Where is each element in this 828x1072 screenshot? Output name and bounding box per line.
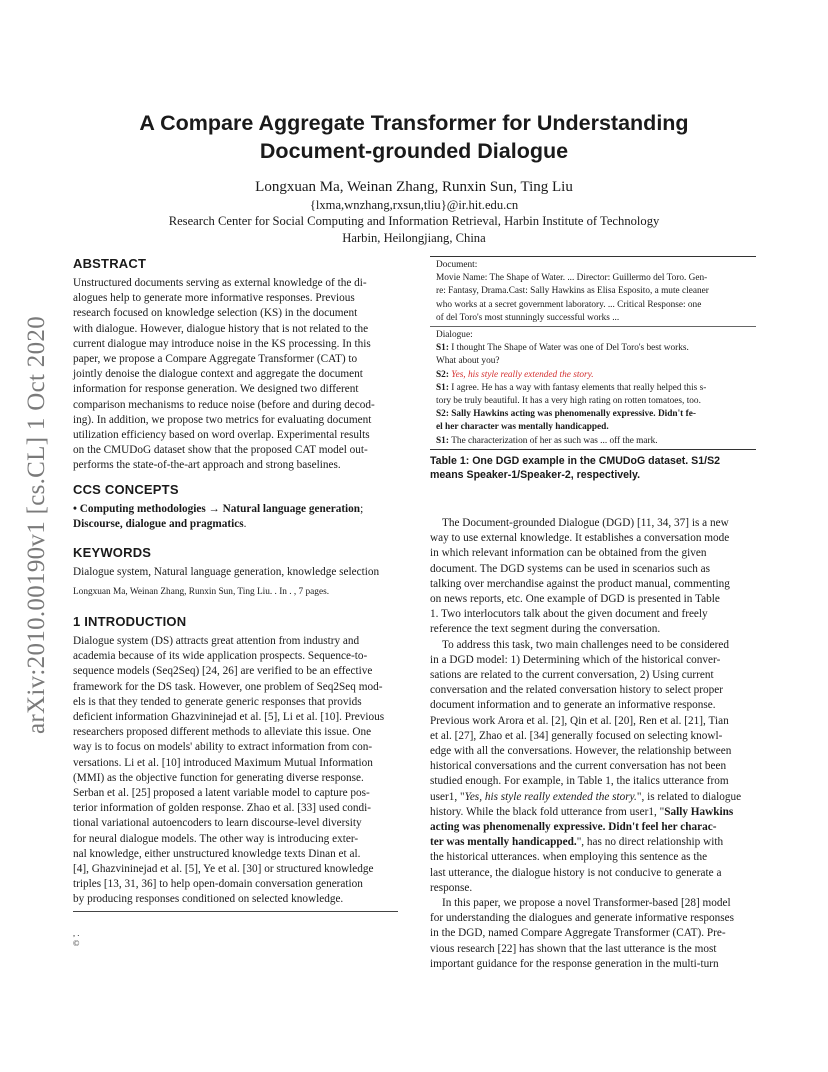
utterance-text: el her character was mentally handicapped. xyxy=(436,422,609,433)
body-line: In this paper, we propose a novel Transformer-based [28] model xyxy=(442,897,731,910)
ccs-line-2: Discourse, dialogue and pragmatics xyxy=(73,518,244,531)
dialogue-label: Dialogue: xyxy=(436,330,473,341)
abstract-heading: ABSTRACT xyxy=(73,256,147,271)
affiliation: Research Center for Social Computing and Information Retrieval, Harbin Institute of Technology xyxy=(168,214,660,228)
body-line: sations are related to the current conversation, 2) Using current xyxy=(430,669,714,682)
intro-line: academia because of its wide application prospects. Sequence-to- xyxy=(73,650,368,663)
dialogue-turn-line xyxy=(436,421,750,434)
intro-line: for neural dialogue models. The other way is introducing exter- xyxy=(73,832,359,845)
copyright-symbol: © xyxy=(73,938,80,948)
body-line: Previous work Arora et al. [2], Qin et al. [20], Ren et al. [21], Tian xyxy=(430,714,729,727)
location: Harbin, Heilongjiang, China xyxy=(342,231,486,245)
abstract-line: jointly denoise the dialogue context and aggregate the document xyxy=(73,368,363,381)
table-dialogue-cell xyxy=(430,327,756,449)
intro-line: framework for the DS task. However, one problem of Seq2Seq mod- xyxy=(73,680,383,693)
table-caption xyxy=(430,454,756,482)
body-line: historical conversations and the current conversation has not been xyxy=(430,760,727,773)
speaker-colon: : xyxy=(445,369,452,380)
ccs-line-1: • Computing methodologies → Natural language generation xyxy=(73,503,361,515)
body-line: last utterance, the dialogue history is not conducive to generate a xyxy=(430,866,722,879)
dialogue-turn-line xyxy=(436,395,750,408)
utterance-text: I agree. He has a way with fantasy elements that really helped this s- xyxy=(451,382,707,393)
ccs-line-2-suffix: . xyxy=(243,518,247,531)
footnote xyxy=(73,928,398,948)
intro-line: [4], Ghazvininejad et al. [5], Ye et al. [30] or structured knowledge xyxy=(73,863,374,876)
abstract-line: paper, we propose a Compare Aggregate Transformer (CAT) to xyxy=(73,353,358,366)
body-line xyxy=(430,790,756,805)
table-1 xyxy=(430,256,756,482)
abstract-line: alogues help to generate more informative responses. Previous xyxy=(73,292,355,305)
document-label: Document: xyxy=(436,260,478,270)
abstract-line: utilization efficiency based on word overlap. Experimental results xyxy=(73,429,370,442)
bold-quote: ter was mentally handicapped. xyxy=(430,836,577,849)
abstract-line: research focused on knowledge selection (KS) in the document xyxy=(73,307,358,320)
ccs-heading: CCS CONCEPTS xyxy=(73,482,179,497)
body-line: the historical utterances. when employing this sentence as the xyxy=(430,851,708,864)
abstract-line: performs the state-of-the-art approach and strong baselines. xyxy=(73,459,341,472)
utterance-text: Yes, his style really extended the story. xyxy=(451,369,594,380)
intro-line: nal knowledge, either unstructured knowledge texts Dinan et al. xyxy=(73,847,361,860)
dialogue-turn-line xyxy=(436,382,750,395)
speaker-colon: : xyxy=(445,382,452,393)
arxiv-id: arXiv:2010.00190v1 [cs.CL] 1 Oct 2020 xyxy=(23,316,50,734)
intro-line: researchers proposed different methods to alleviate this issue. One xyxy=(73,726,372,739)
body-line: conversation and the related conversation history to select proper xyxy=(430,684,724,697)
body-text: history. While the black fold utterance from user1, " xyxy=(430,805,665,818)
keywords-text: Dialogue system, Natural language generation, knowledge selection xyxy=(73,566,380,578)
author-emails: {lxma,wnzhang,rxsun,tliu}@ir.hit.edu.cn xyxy=(309,198,519,212)
dialogue-turn-line xyxy=(436,369,750,382)
body-line: for understanding the dialogues and generate informative responses xyxy=(430,912,734,925)
document-line: Movie Name: The Shape of Water. ... Director: Guillermo del Toro. Gen- xyxy=(436,273,708,284)
intro-line: (MMI) as the objective function for generating diverse response. xyxy=(73,771,364,784)
acm-reference: Longxuan Ma, Weinan Zhang, Runxin Sun, Ting Liu. . In . , 7 pages. xyxy=(73,587,330,597)
paper-title xyxy=(0,109,828,165)
body-line: in a DGD model: 1) Determining which of the historical conver- xyxy=(430,653,721,666)
intro-line: deficient information Ghazvininejad et al. [5], Li et al. [10]. Previous xyxy=(73,711,385,724)
speaker-colon: : xyxy=(445,343,452,354)
dialogue-turn-line xyxy=(436,408,750,421)
speaker-label: S1 xyxy=(436,435,446,446)
body-line: reference the text segment during the conversation. xyxy=(430,623,661,636)
speaker-label: S2 xyxy=(436,369,446,380)
utterance-text: What about you? xyxy=(436,356,500,367)
document-line: who works at a secret government laboratory. ... Critical Response: one xyxy=(436,299,702,310)
document-line: re: Fantasy, Drama.Cast: Sally Hawkins as Elisa Esposito, a mute cleaner xyxy=(436,286,709,297)
document-line: of del Toro's most stunningly successful works ... xyxy=(436,312,620,323)
body-line: in the DGD, named Compare Aggregate Transformer (CAT). Pre- xyxy=(430,927,726,940)
utterance-text: I thought The Shape of Water was one of Del Toro's best works. xyxy=(451,343,689,354)
body-line: document information and to generate an informative response. xyxy=(430,699,716,712)
keywords-heading: KEYWORDS xyxy=(73,545,152,560)
intro-line: terior information of golden response. Zhao et al. [33] used condi- xyxy=(73,802,372,815)
body-text: ", is related to dialogue xyxy=(636,790,742,803)
caption-line-1: Table 1: One DGD example in the CMUDoG dataset. S1/S2 xyxy=(430,454,721,467)
utterance-text: Sally Hawkins acting was phenomenally expressive. Didn't fe- xyxy=(451,409,696,420)
title-line-1: A Compare Aggregate Transformer for Understanding xyxy=(139,111,689,135)
body-line: way to use external knowledge. It establishes a conversation mode xyxy=(430,532,730,545)
body-line: 1. Two interlocutors talk about the given document and freely xyxy=(430,608,708,621)
speaker-label: S1 xyxy=(436,382,446,393)
utterance-text: tory be truly beautiful. It has a very high rating on rotten tomatoes, too. xyxy=(436,396,701,407)
body-line xyxy=(430,835,756,850)
table-bottom-rule xyxy=(430,449,756,450)
body-line: vious research [22] has shown that the last utterance is the most xyxy=(430,942,717,955)
intro-line: Dialogue system (DS) attracts great attention from industry and xyxy=(73,635,360,647)
intro-line: triples [13, 31, 36] to help open-domain conversation generation xyxy=(73,878,363,891)
intro-line: versations. Li et al. [10] introduced Maximum Mutual Information xyxy=(73,756,373,769)
speaker-label: S1 xyxy=(436,343,446,354)
abstract-body xyxy=(73,276,398,474)
footnote-line-1: , . xyxy=(73,928,80,938)
speaker-label: S2 xyxy=(436,409,446,420)
introduction-body xyxy=(73,634,398,908)
title-line-2: Document-grounded Dialogue xyxy=(259,139,569,163)
dialogue-turn-line xyxy=(436,355,750,368)
intro-line: sequence models (Seq2Seq) [24, 26] are verified to be an effective xyxy=(73,665,373,678)
intro-line: els is that they tended to generate generic responses that provids xyxy=(73,695,362,708)
body-text: ", has no direct relationship with xyxy=(576,836,724,849)
body-line: response. xyxy=(430,881,473,894)
footnote-divider xyxy=(73,911,398,912)
body-line: document. The DGD systems can be used in scenarios such as xyxy=(430,562,711,575)
authors: Longxuan Ma, Weinan Zhang, Runxin Sun, Ting Liu xyxy=(255,179,573,195)
body-line: studied enough. For example, in Table 1, the italics utterance from xyxy=(430,775,729,788)
body-line: et al. [27], Zhao et al. [34] generally focused on selecting knowl- xyxy=(430,729,723,742)
bold-quote: Sally Hawkins xyxy=(664,805,734,818)
body-line: The Document-grounded Dialogue (DGD) [11, 34, 37] is a new xyxy=(442,517,729,529)
abstract-line: Unstructured documents serving as external knowledge of the di- xyxy=(73,277,367,289)
speaker-colon: : xyxy=(445,409,452,420)
body-line: important guidance for the response generation in the multi-turn xyxy=(430,957,719,970)
abstract-line: current dialogue may introduce noise in the KS processing. In this xyxy=(73,337,371,350)
introduction-heading: 1 INTRODUCTION xyxy=(73,614,187,629)
body-line-bold: acting was phenomenally expressive. Didn't feel her charac- xyxy=(430,821,717,834)
ccs-line-1-suffix: ; xyxy=(360,503,364,515)
intro-line: tional variational autoencoders to learn discourse-level diversity xyxy=(73,817,362,830)
intro-line: by producing responses conditioned on selected knowledge. xyxy=(73,893,344,906)
intro-line: Serban et al. [25] proposed a latent variable model to capture pos- xyxy=(73,787,370,800)
dialogue-turn-line xyxy=(436,435,750,448)
italic-quote: Yes, his style really extended the story. xyxy=(464,790,637,803)
body-line: talking over merchandise against the product manual, commenting xyxy=(430,577,730,590)
dialogue-turn-line xyxy=(436,342,750,355)
utterance-text: The characterization of her as such was ... off the mark. xyxy=(451,435,658,446)
abstract-line: on the CMUDoG dataset show that the proposed CAT model out- xyxy=(73,444,368,457)
abstract-line: comparison mechanisms to reduce noise (before and during decod- xyxy=(73,398,375,411)
table-document-cell xyxy=(430,257,756,326)
body-line xyxy=(430,805,756,820)
speaker-colon: : xyxy=(445,435,452,446)
ccs-concepts xyxy=(73,502,398,532)
abstract-line: information for response generation. We designed two different xyxy=(73,383,359,396)
intro-line: way is to focus on models' ability to extract information from con- xyxy=(73,741,373,754)
body-line: in which relevant information can be obtained from the given xyxy=(430,547,707,560)
body-line: edge with all the conversations. However, the relationship between xyxy=(430,745,732,758)
right-column-body xyxy=(430,516,756,972)
caption-line-2: means Speaker-1/Speaker-2, respectively. xyxy=(430,468,641,481)
abstract-line: with dialogue. However, dialogue history that is not related to the xyxy=(73,322,369,335)
body-text: user1, " xyxy=(430,790,465,803)
body-line: To address this task, two main challenges need to be considered xyxy=(442,638,729,651)
body-line: on news reports, etc. One example of DGD is presented in Table xyxy=(430,593,720,606)
arxiv-sidebar-stamp xyxy=(22,300,52,750)
abstract-line: ing). In addition, we propose two metrics for evaluating document xyxy=(73,413,372,426)
